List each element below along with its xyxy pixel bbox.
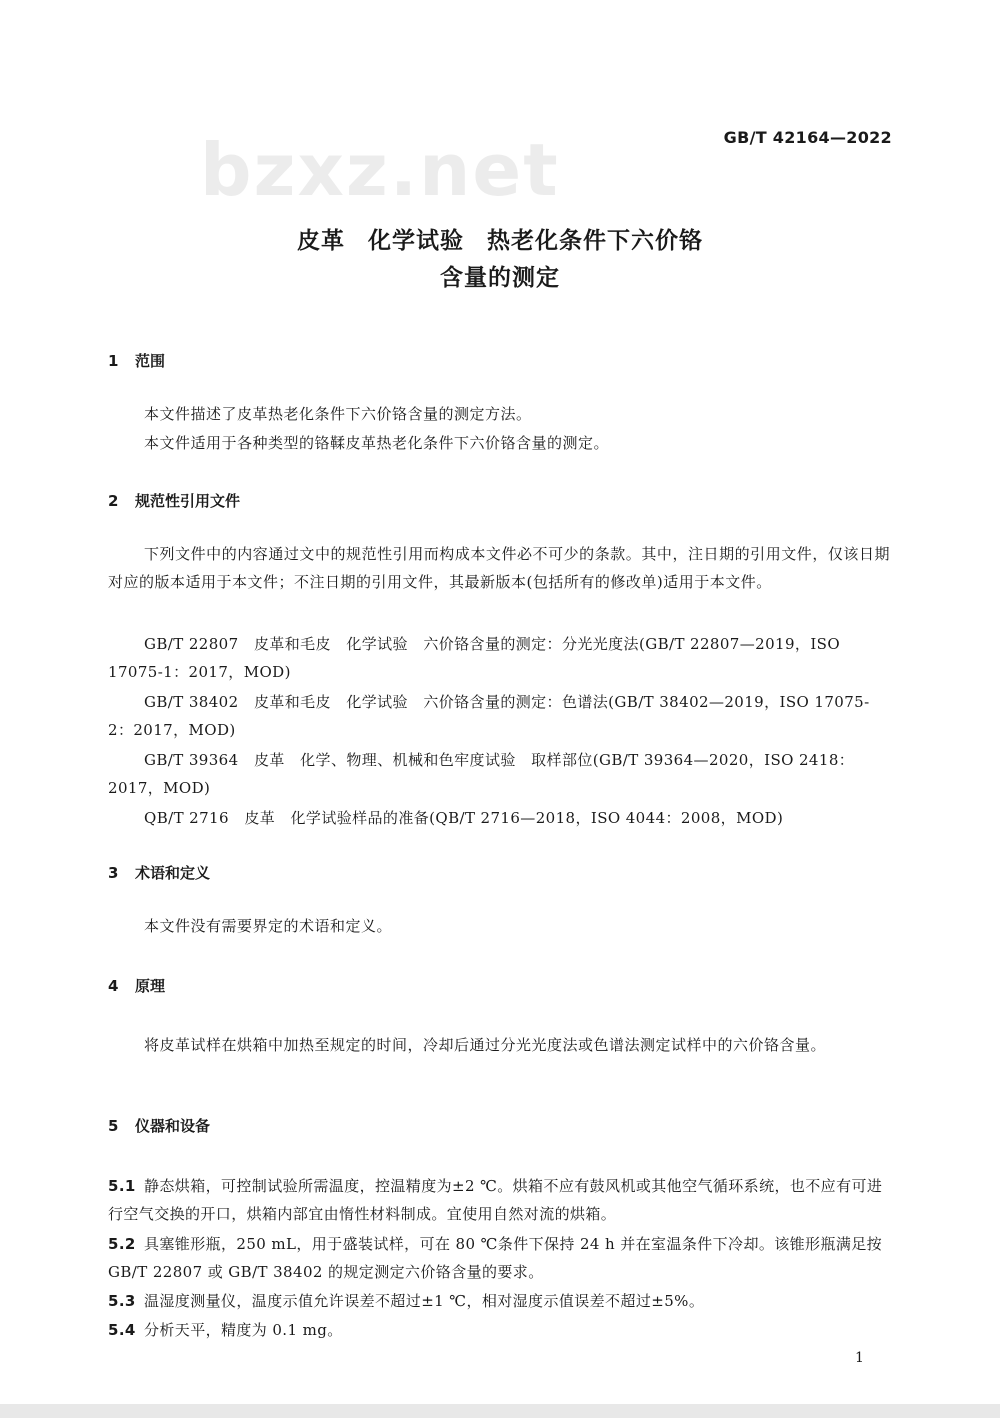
- section-2-intro: 下列文件中的内容通过文中的规范性引用而构成本文件必不可少的条款。其中，注日期的引用文件，仅该日期对应的版本适用于本文件；不注日期的引用文件，其最新版本(包括所有的修改单)适用于本文件。: [108, 545, 890, 591]
- reference-item: GB/T 38402 皮革和毛皮 化学试验 六价铬含量的测定：色谱法(GB/T 38402—2019，ISO 17075-2：2017，MOD): [108, 693, 870, 739]
- equipment-item: [108, 1316, 890, 1344]
- section-5-heading: [108, 1115, 210, 1136]
- section-4-paragraph-1: 将皮革试样在烘箱中加热至规定的时间，冷却后通过分光光度法或色谱法测定试样中的六价铬含量。: [144, 1036, 827, 1054]
- section-number: 5: [108, 1117, 119, 1135]
- section-title: 范围: [135, 352, 166, 370]
- item-number: 5.2: [108, 1235, 136, 1253]
- equipment-item: [108, 1172, 890, 1228]
- standard-code: GB/T 42164—2022: [723, 128, 892, 147]
- page-number: 1: [855, 1350, 864, 1366]
- equipment-item: [108, 1230, 890, 1286]
- watermark: bzxz.net: [200, 128, 560, 212]
- document-title-line1: 皮革 化学试验 热老化条件下六价铬: [296, 228, 703, 254]
- section-number: 2: [108, 492, 119, 510]
- reference-item: QB/T 2716 皮革 化学试验样品的准备(QB/T 2716—2018，ISO 4044：2008，MOD): [144, 809, 784, 827]
- section-title: 术语和定义: [135, 864, 211, 882]
- page-bottom-edge: [0, 1404, 1000, 1418]
- item-number: 5.3: [108, 1292, 136, 1310]
- section-1-paragraph-1: 本文件描述了皮革热老化条件下六价铬含量的测定方法。: [144, 405, 532, 423]
- item-text: 静态烘箱，可控制试验所需温度，控温精度为±2 ℃。烘箱不应有鼓风机或其他空气循环系统，也不应有可进行空气交换的开口，烘箱内部宜由惰性材料制成。宜使用自然对流的烘箱。: [108, 1177, 883, 1223]
- item-text: 具塞锥形瓶，250 mL，用于盛装试样，可在 80 ℃条件下保持 24 h 并在室温条件下冷却。该锥形瓶满足按 GB/T 22807 或 GB/T 38402 的规定测定六价铬含量的要求。: [108, 1235, 883, 1281]
- section-title: 仪器和设备: [135, 1117, 211, 1135]
- section-number: 1: [108, 352, 119, 370]
- document-title-line2: 含量的测定: [440, 265, 560, 291]
- reference-item: GB/T 39364 皮革 化学、物理、机械和色牢度试验 取样部位(GB/T 39364—2020，ISO 2418：2017，MOD): [108, 751, 855, 797]
- section-title: 原理: [135, 977, 166, 995]
- section-1-paragraph-2: 本文件适用于各种类型的铬鞣皮革热老化条件下六价铬含量的测定。: [144, 434, 610, 452]
- section-number: 3: [108, 864, 119, 882]
- item-text: 分析天平，精度为 0.1 mg。: [144, 1321, 343, 1339]
- section-1-heading: [108, 350, 165, 371]
- reference-item: GB/T 22807 皮革和毛皮 化学试验 六价铬含量的测定：分光光度法(GB/T 22807—2019，ISO 17075-1：2017，MOD): [108, 635, 841, 681]
- item-text: 温湿度测量仪，温度示值允许误差不超过±1 ℃，相对湿度示值误差不超过±5%。: [144, 1292, 705, 1310]
- section-2-heading: [108, 490, 240, 511]
- item-number: 5.1: [108, 1177, 136, 1195]
- section-4-heading: [108, 975, 165, 996]
- item-number: 5.4: [108, 1321, 136, 1339]
- equipment-item: [108, 1287, 890, 1315]
- section-title: 规范性引用文件: [135, 492, 241, 510]
- section-3-heading: [108, 862, 210, 883]
- section-3-paragraph-1: 本文件没有需要界定的术语和定义。: [144, 917, 393, 935]
- section-number: 4: [108, 977, 119, 995]
